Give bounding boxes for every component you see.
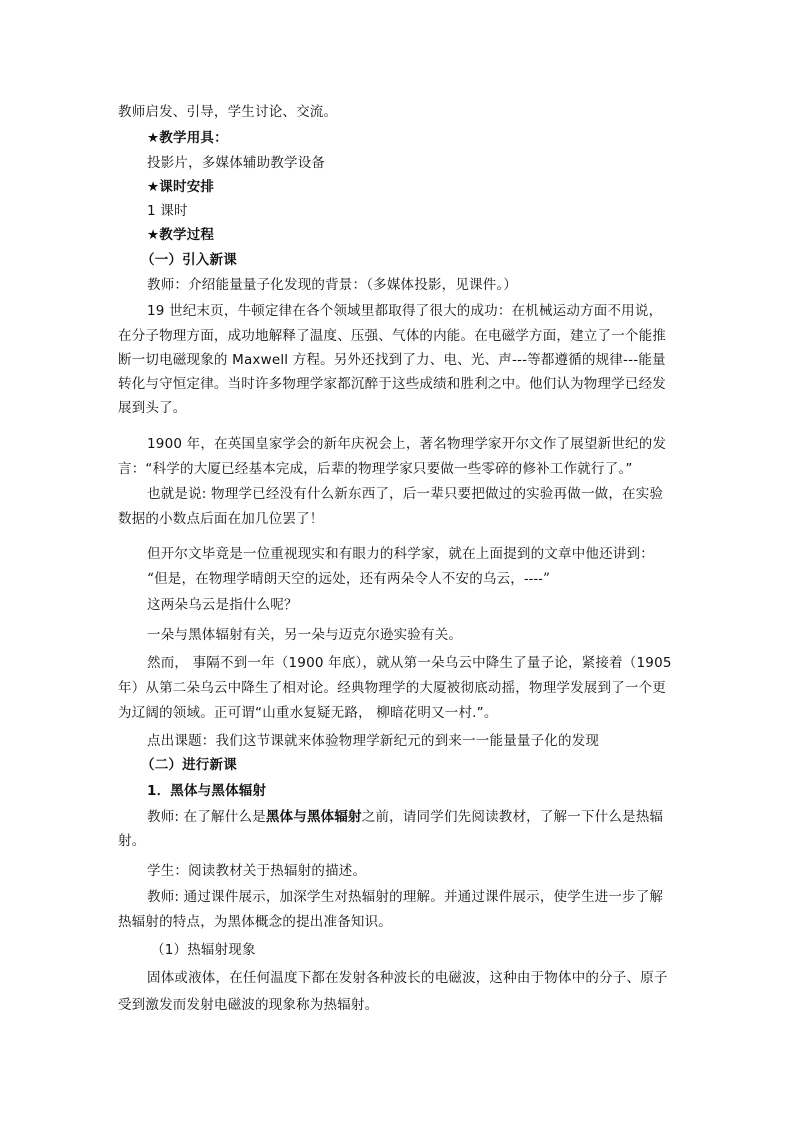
heading-new-lesson: （二）进行新课 <box>141 757 237 773</box>
paragraph-line: 也就是说: 物理学已经没有什么新东西了，后一辈只要把做过的实验再做一做，在实验 <box>147 486 664 502</box>
paragraph-line: 点出课题：我们这节课就来体验物理学新纪元的到来一一能量量子化的发现 <box>147 733 600 749</box>
paragraph-line: 为辽阔的领域。正可谓“山重水复疑无路， 柳暗花明又一村.”。 <box>118 705 498 721</box>
heading-blackbody: 1．黑体与黑体辐射 <box>147 783 267 799</box>
text-line-pedagogy: 教师启发、引导，学生讨论、交流。 <box>118 104 338 120</box>
paragraph-line: 数据的小数点后面在加几位罢了！ <box>118 511 324 527</box>
text-segment: 教师: 在了解什么是 <box>147 809 266 825</box>
paragraph-line: 固体或液体，在任何温度下都在发射各种波长的电磁波，这种由于物体中的分子、原子 <box>147 970 668 986</box>
heading-intro: （一）引入新课 <box>141 252 237 268</box>
paragraph-line: 19 世纪末页，牛顿定律在各个领域里都取得了很大的成功：在机械运动方面不用说， <box>147 303 663 319</box>
paragraph-line: 学生：阅读教材关于热辐射的描述。 <box>147 863 367 879</box>
paragraph-line: 热辐射的特点，为黑体概念的提出准备知识。 <box>118 914 392 930</box>
quote-line: “但是，在物理学晴朗天空的远处，还有两朵令人不安的乌云，----” <box>147 571 551 587</box>
paragraph-line: 射。 <box>118 833 146 849</box>
heading-schedule: ★课时安排 <box>147 179 215 195</box>
bold-term: 黑体与黑体辐射 <box>265 809 362 825</box>
paragraph-line: 受到激发而发射电磁波的现象称为热辐射。 <box>118 997 379 1013</box>
paragraph-line: 言：“科学的大厦已经基本完成，后辈的物理学家只要做一些零碎的修补工作就行了。” <box>118 461 633 477</box>
paragraph-line: 1900 年，在英国皇家学会的新年庆祝会上，著名物理学家开尔文作了展望新世纪的发 <box>147 436 667 452</box>
text-line-hours: 1 课时 <box>147 203 188 219</box>
paragraph-line: 这两朵乌云是指什么呢？ <box>147 597 298 613</box>
paragraph-line: 教师：介绍能量量子化发现的背景：（多媒体投影，见课件。） <box>147 277 518 293</box>
paragraph-line: 教师: 通过课件展示，加深学生对热辐射的理解。并通过课件展示，使学生进一步了解 <box>147 889 664 905</box>
paragraph-line: 然而， 事隔不到一年（1900 年底），就从第一朵乌云中降生了量子论，紧接着（1905 <box>147 655 672 671</box>
paragraph-line: 但开尔文毕竟是一位重视现实和有眼力的科学家，就在上面提到的文章中他还讲到： <box>147 546 654 562</box>
heading-teaching-tools: ★教学用具： <box>147 130 228 146</box>
paragraph-line: 转化与守恒定律。当时许多物理学家都沉醉于这些成绩和胜利之中。他们认为物理学已经发 <box>118 376 666 392</box>
text-segment: 之前，请同学们先阅读教材，了解一下什么是热辐 <box>361 809 664 825</box>
heading-process: ★教学过程 <box>147 227 215 243</box>
text-line-tools: 投影片，多媒体辅助教学设备 <box>147 155 326 171</box>
subheading-thermal-radiation: （1）热辐射现象 <box>151 942 256 958</box>
paragraph-line <box>147 805 677 829</box>
paragraph-line: 断一切电磁现象的 Maxwell 方程。另外还找到了力、电、光、声---等都遵循的规律---能量 <box>118 352 666 368</box>
paragraph-line: 展到头了。 <box>118 400 187 416</box>
paragraph-line: 年）从第二朵乌云中降生了相对论。经典物理学的大厦被彻底动摇，物理学发展到了一个更 <box>118 680 666 696</box>
paragraph-line: 一朵与黑体辐射有关，另一朵与迈克尔逊实验有关。 <box>147 627 463 643</box>
paragraph-line: 在分子物理方面，成功地解释了温度、压强、气体的内能。在电磁学方面，建立了一个能推 <box>118 328 666 344</box>
